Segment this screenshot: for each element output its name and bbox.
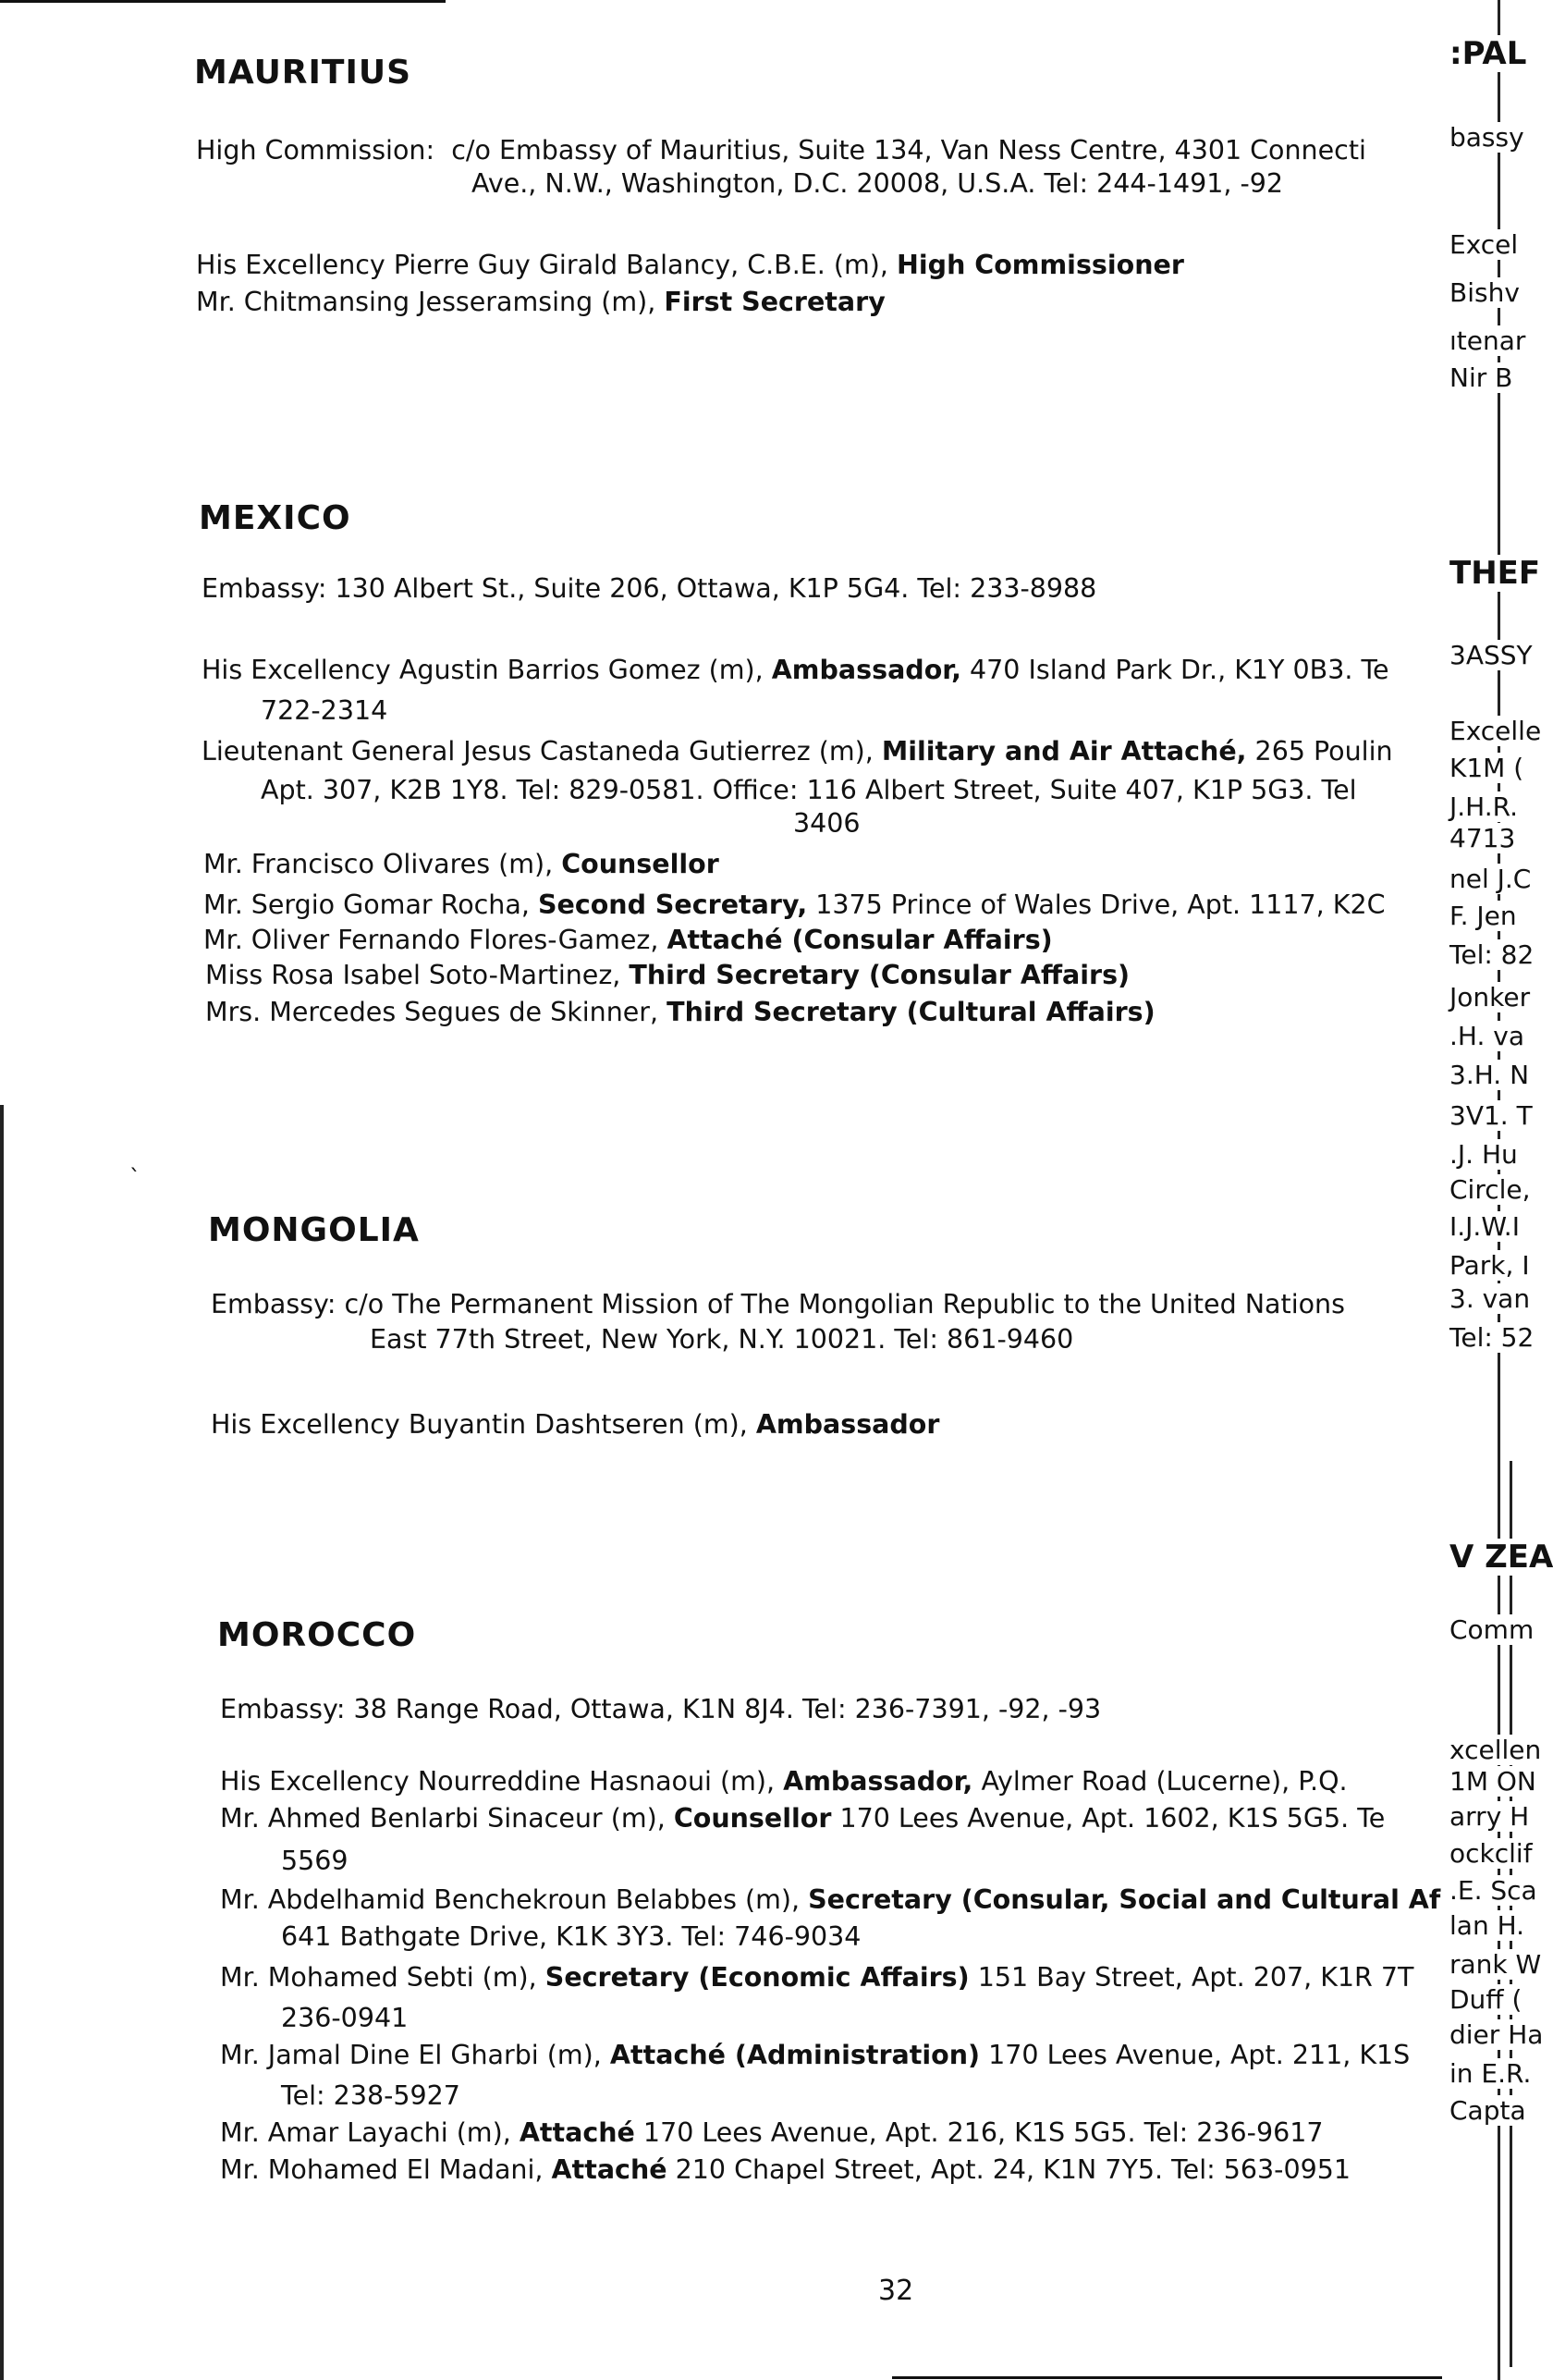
- mexico-person-1: [202, 655, 1389, 686]
- fragment-text: 4713: [1449, 823, 1516, 853]
- country-heading-morocco: MOROCCO: [217, 1616, 417, 1654]
- stray-mark: `: [129, 1165, 141, 1191]
- person-name: Mr. Mohamed El Madani,: [220, 2154, 552, 2185]
- country-heading-mongolia: MONGOLIA: [208, 1211, 420, 1249]
- person-title: Attaché: [551, 2154, 667, 2185]
- page-number: 32: [878, 2275, 914, 2307]
- mauritius-hc-line2: Ave., N.W., Washington, D.C. 20008, U.S.A. Tel: 244-1491, -92: [471, 168, 1284, 199]
- fragment-text: ıtenar: [1449, 325, 1526, 356]
- morocco-person-5: [220, 2040, 1410, 2071]
- fragment-text: F. Jen: [1449, 901, 1517, 931]
- fragment-text: Excel: [1449, 229, 1519, 260]
- person-name: His Excellency Buyantin Dashtseren (m),: [211, 1409, 756, 1440]
- fragment-text: THEF: [1449, 555, 1541, 592]
- person-title: Counsellor: [673, 1803, 832, 1834]
- person-name: Mrs. Mercedes Segues de Skinner,: [205, 997, 667, 1027]
- fragment-text: Jonker: [1449, 982, 1531, 1012]
- mauritius-person-1: [196, 250, 1184, 281]
- morocco-person-1: [220, 1766, 1348, 1797]
- morocco-person-2: [220, 1803, 1385, 1834]
- person-title: Attaché (Consular Affairs): [666, 925, 1053, 955]
- person-name: His Excellency Agustin Barrios Gomez (m),: [202, 655, 772, 685]
- person-title: Ambassador,: [771, 655, 961, 685]
- person-name: Lieutenant General Jesus Castaneda Gutierrez (m),: [202, 736, 882, 767]
- person-address: 170 Lees Avenue, Apt. 216, K1S 5G5. Tel: 236-9617: [634, 2117, 1324, 2148]
- fragment-text: xcellen: [1449, 1735, 1542, 1765]
- fragment-text: Bishv: [1449, 277, 1520, 308]
- person-name: His Excellency Pierre Guy Girald Balancy, C.B.E. (m),: [196, 250, 898, 280]
- fragment-text: Duff (: [1449, 1984, 1522, 2015]
- country-heading-mauritius: MAURITIUS: [194, 54, 412, 92]
- morocco-person-7: [220, 2154, 1351, 2186]
- fragment-text: 3ASSY: [1449, 640, 1533, 670]
- fragment-text: arry H: [1449, 1801, 1530, 1832]
- facing-page-column: [1442, 0, 1553, 2380]
- person-address: 1375 Prince of Wales Drive, Apt. 1117, K2C: [807, 889, 1386, 920]
- fragment-text: dier Ha: [1449, 2019, 1544, 2050]
- person-title: Ambassador,: [783, 1766, 973, 1797]
- person-address: 210 Chapel Street, Apt. 24, K1N 7Y5. Tel: 563-0951: [666, 2154, 1351, 2185]
- fragment-text: 3V1. T: [1449, 1100, 1533, 1131]
- person-title: Second Secretary,: [537, 889, 808, 920]
- person-name: Mr. Sergio Gomar Rocha,: [203, 889, 538, 920]
- fragment-text: :PAL: [1449, 35, 1527, 72]
- mexico-person-5: [203, 925, 1053, 956]
- top-rule: [0, 0, 446, 3]
- mongolia-embassy-line2: East 77th Street, New York, N.Y. 10021. Tel: 861-9460: [370, 1324, 1074, 1355]
- morocco-person-5-cont: Tel: 238-5927: [281, 2080, 460, 2111]
- fragment-text: Circle,: [1449, 1174, 1531, 1205]
- person-title: Attaché (Administration): [609, 2040, 981, 2070]
- person-title: Ambassador: [755, 1409, 940, 1440]
- fragment-text: 1M ON: [1449, 1766, 1536, 1797]
- person-title: Secretary (Economic Affairs): [544, 1962, 970, 1993]
- mexico-person-1-cont: 722-2314: [261, 695, 388, 726]
- mexico-person-3: [203, 849, 719, 880]
- fragment-text: .E. Sca: [1449, 1875, 1537, 1906]
- mexico-person-7: [205, 997, 1156, 1028]
- morocco-person-4-cont: 236-0941: [281, 2003, 409, 2033]
- fragment-text: ockclif: [1449, 1838, 1533, 1869]
- person-name: Mr. Mohamed Sebti (m),: [220, 1962, 545, 1993]
- person-name: Mr. Amar Layachi (m),: [220, 2117, 520, 2148]
- fragment-text: V ZEA: [1449, 1539, 1553, 1576]
- morocco-person-2-cont: 5569: [281, 1846, 349, 1876]
- mexico-person-2: [202, 736, 1393, 767]
- person-name: His Excellency Nourreddine Hasnaoui (m),: [220, 1766, 784, 1797]
- fragment-text: Park, I: [1449, 1250, 1530, 1281]
- mexico-person-6: [205, 960, 1130, 991]
- person-title: Military and Air Attaché,: [881, 736, 1247, 767]
- person-address: Aylmer Road (Lucerne), P.Q.: [972, 1766, 1348, 1797]
- person-address: 151 Bay Street, Apt. 207, K1R 7T: [969, 1962, 1414, 1993]
- left-rule: [0, 1105, 4, 2380]
- fragment-text: .H. va: [1449, 1021, 1524, 1051]
- mexico-embassy: Embassy: 130 Albert St., Suite 206, Ottawa, K1P 5G4. Tel: 233-8988: [202, 573, 1097, 604]
- fragment-text: nel J.C: [1449, 864, 1532, 894]
- morocco-person-3-cont: 641 Bathgate Drive, K1K 3Y3. Tel: 746-9034: [281, 1921, 862, 1952]
- fragment-text: Tel: 82: [1449, 939, 1535, 970]
- fragment-text: in E.R.: [1449, 2058, 1532, 2089]
- fragment-text: Nir B: [1449, 362, 1513, 393]
- mexico-person-4: [203, 889, 1386, 921]
- person-title: First Secretary: [664, 287, 886, 317]
- mexico-person-2-cont: Apt. 307, K2B 1Y8. Tel: 829-0581. Office: 116 Albert Street, Suite 407, K1P 5G3. Tel: [261, 775, 1357, 805]
- mauritius-person-2: [196, 287, 886, 318]
- fragment-text: .J. Hu: [1449, 1139, 1518, 1170]
- fragment-text: J.H.R.: [1449, 791, 1518, 822]
- fragment-text: I.J.W.I: [1449, 1211, 1520, 1242]
- person-name: Mr. Ahmed Benlarbi Sinaceur (m),: [220, 1803, 674, 1834]
- country-heading-mexico: MEXICO: [199, 499, 351, 537]
- fragment-text: 3. van: [1449, 1283, 1531, 1314]
- fragment-text: Tel: 52: [1449, 1322, 1535, 1353]
- morocco-person-4: [220, 1962, 1413, 1994]
- hc-address: c/o Embassy of Mauritius, Suite 134, Van Ness Centre, 4301 Connecti: [451, 135, 1366, 166]
- person-name: Mr. Oliver Fernando Flores-Gamez,: [203, 925, 667, 955]
- person-name: Miss Rosa Isabel Soto-Martinez,: [205, 960, 630, 990]
- person-name: Mr. Abdelhamid Benchekroun Belabbes (m),: [220, 1884, 809, 1915]
- person-address: 470 Island Park Dr., K1Y 0B3. Te: [960, 655, 1389, 685]
- person-address: 170 Lees Avenue, Apt. 211, K1S: [980, 2040, 1411, 2070]
- fragment-text: rank W: [1449, 1949, 1542, 1980]
- fragment-text: Capta: [1449, 2095, 1526, 2126]
- mongolia-person-1: [211, 1409, 939, 1441]
- morocco-person-3: [220, 1884, 1440, 1916]
- person-address: 170 Lees Avenue, Apt. 1602, K1S 5G5. Te: [831, 1803, 1386, 1834]
- person-title: High Commissioner: [897, 250, 1184, 280]
- person-name: Mr. Jamal Dine El Gharbi (m),: [220, 2040, 610, 2070]
- person-title: Secretary (Consular, Social and Cultural Af: [808, 1884, 1441, 1915]
- person-title: Counsellor: [561, 849, 719, 879]
- hc-label: High Commission:: [196, 135, 435, 166]
- person-name: Mr. Chitmansing Jesseramsing (m),: [196, 287, 665, 317]
- fragment-text: lan H.: [1449, 1910, 1525, 1941]
- bottom-rule: [892, 2376, 1442, 2379]
- morocco-person-6: [220, 2117, 1323, 2149]
- fragment-text: Comm: [1449, 1614, 1535, 1645]
- person-title: Attaché: [519, 2117, 635, 2148]
- fragment-text: 3.H. N: [1449, 1060, 1530, 1090]
- morocco-embassy: Embassy: 38 Range Road, Ottawa, K1N 8J4. Tel: 236-7391, -92, -93: [220, 1694, 1102, 1724]
- person-title: Third Secretary (Cultural Affairs): [666, 997, 1156, 1027]
- mongolia-embassy-line1: Embassy: c/o The Permanent Mission of The Mongolian Republic to the United Nations: [211, 1289, 1345, 1319]
- person-name: Mr. Francisco Olivares (m),: [203, 849, 562, 879]
- fragment-text: Excelle: [1449, 716, 1542, 746]
- person-title: Third Secretary (Consular Affairs): [629, 960, 1131, 990]
- mexico-person-2-cont2: 3406: [793, 808, 861, 839]
- person-address: 265 Poulin: [1246, 736, 1393, 767]
- fragment-text: K1M (: [1449, 753, 1524, 783]
- mauritius-hc-line1: [196, 135, 1366, 166]
- fragment-text: bassy: [1449, 122, 1524, 153]
